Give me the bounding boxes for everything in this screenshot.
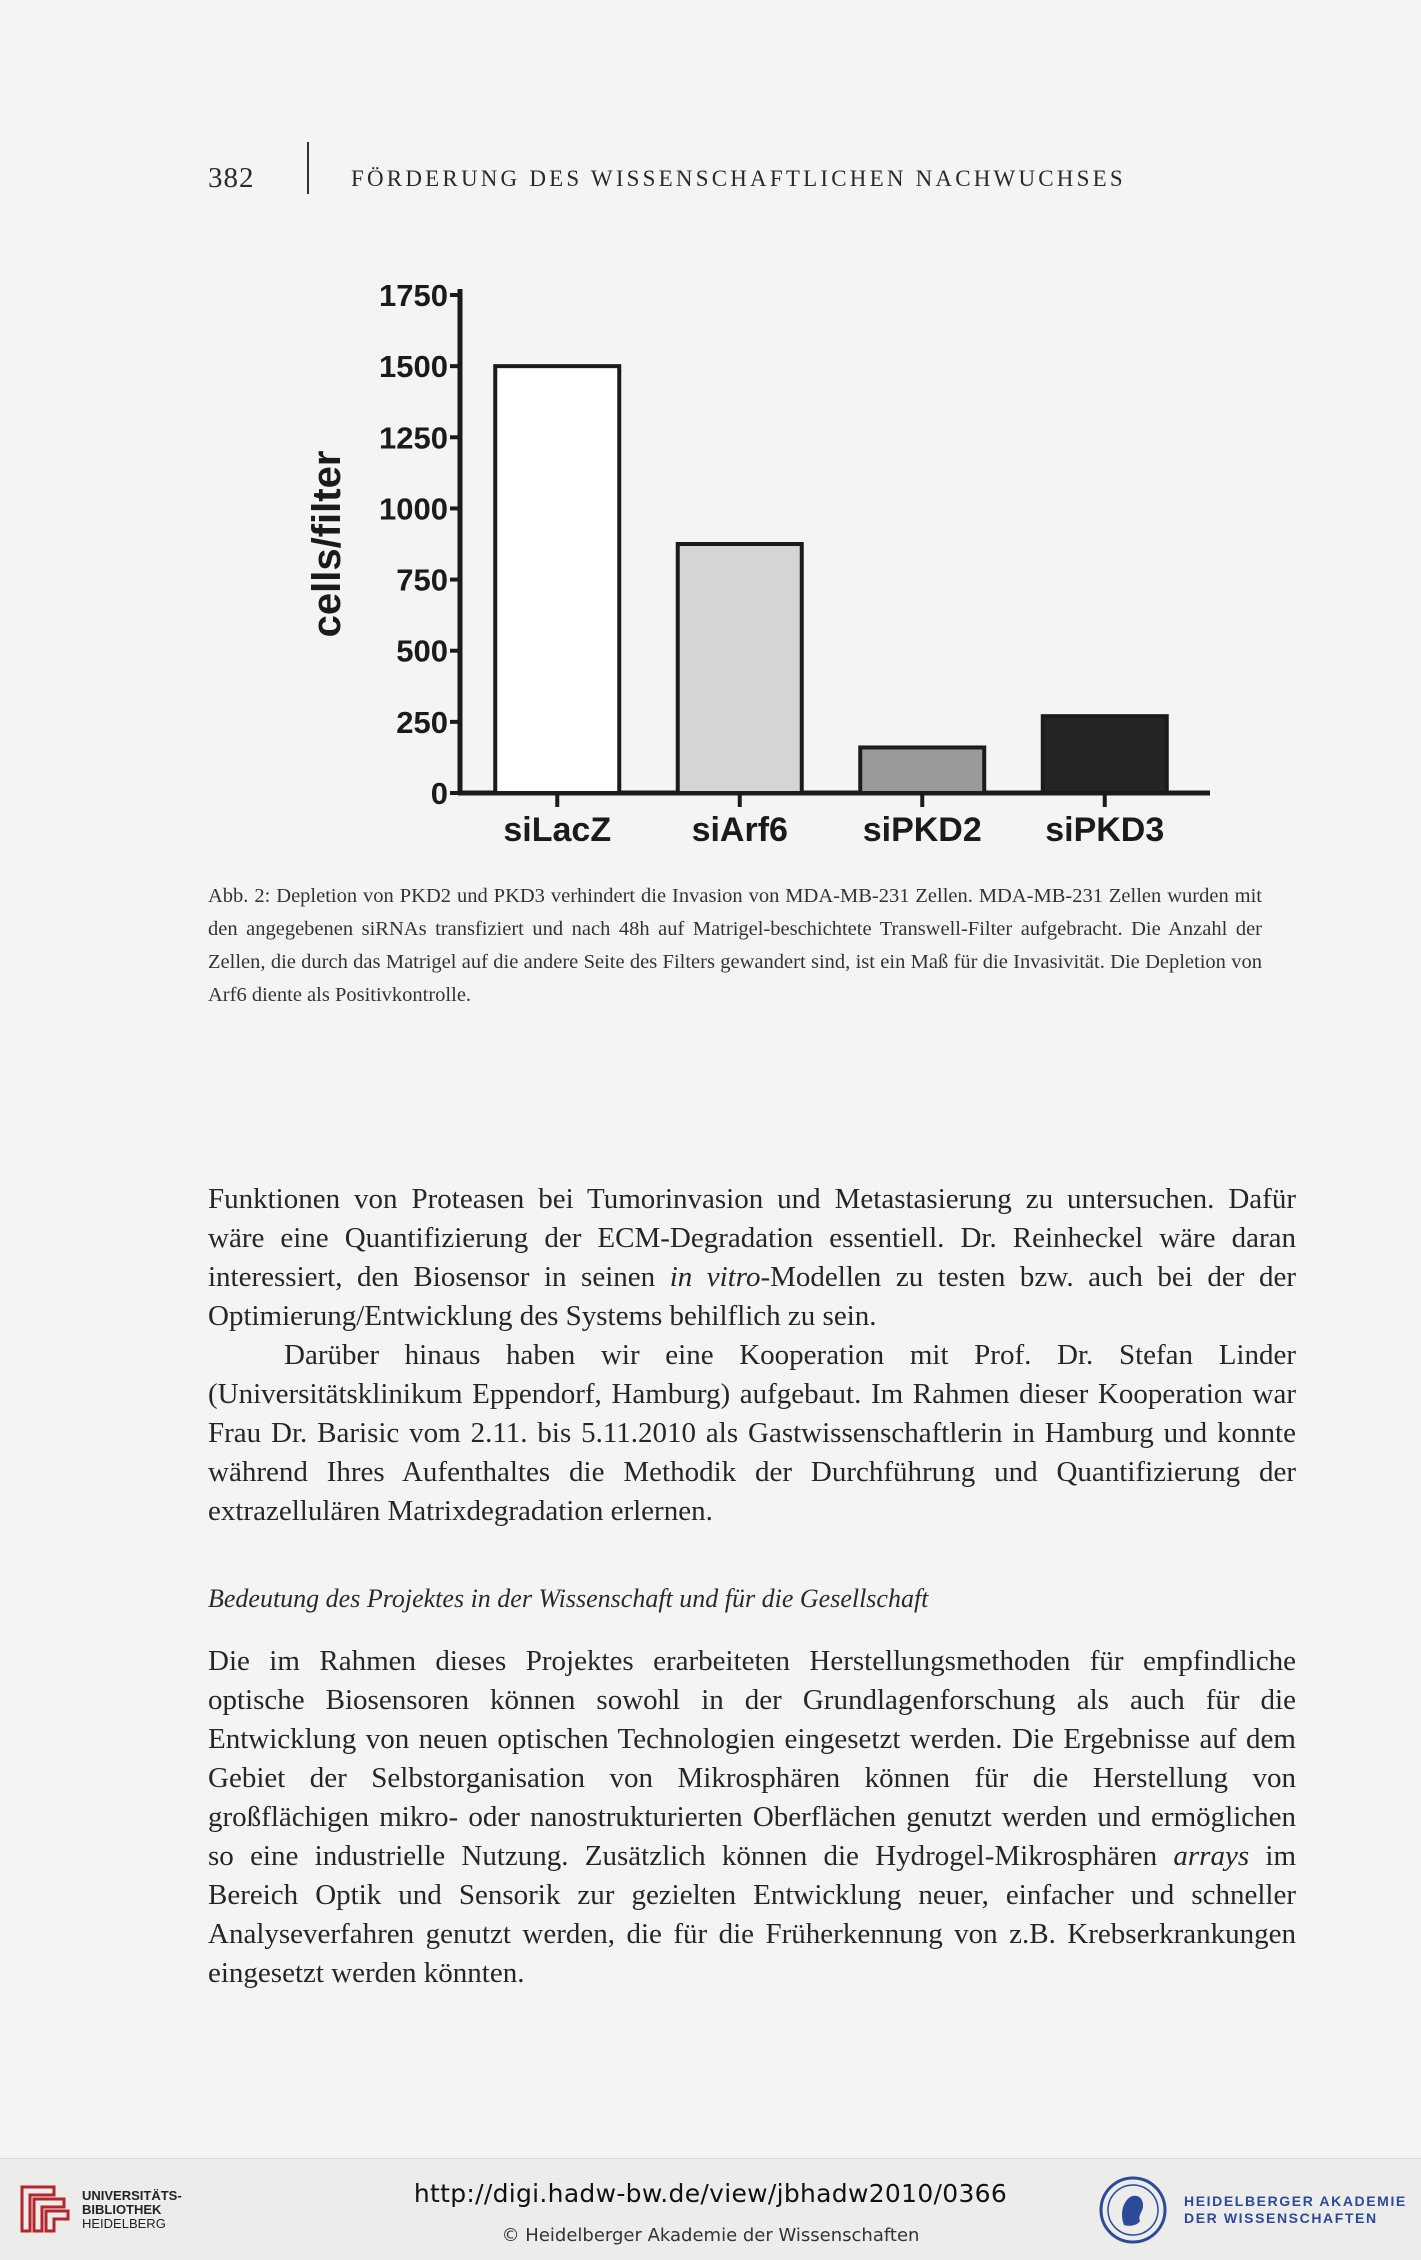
para3-text-start: Die im Rahmen dieses Projektes erarbeiteten Herstellungsmethoden für empfindliche optische Biosensoren können sowohl in der Grundlagenforschung als auch für die Entwicklung von neuen optischen Technologien eingesetzt werden. Die Ergebnisse auf dem Gebiet der Selbstorganisation von Mikrosphären können für die Herstellung von großflächigen mikro- oder nanostrukturierten Oberflächen genutzt werden und ermöglichen so eine industrielle Nutzung. Zusätzlich können die Hydrogel-Mikrosphären <box>208 1645 1296 1872</box>
x-tick-label: siLacZ <box>503 811 612 849</box>
library-name-line-3: HEIDELBERG <box>82 2216 166 2231</box>
y-tick-label: 1250 <box>379 420 448 456</box>
section-heading: Bedeutung des Projektes in der Wissenschaft und für die Gesellschaft <box>208 1584 929 1613</box>
y-axis-label: cells/filter <box>305 450 349 638</box>
para3-italic: arrays <box>1173 1840 1250 1872</box>
digitization-footer <box>0 2158 1421 2260</box>
running-head-title: FÖRDERUNG DES WISSENSCHAFTLICHEN NACHWUCHSES <box>351 166 1126 191</box>
y-tick-label: 750 <box>396 562 448 598</box>
header-divider <box>307 142 309 194</box>
bar <box>678 544 802 793</box>
y-tick-label: 250 <box>396 704 448 740</box>
para3-text-end: im Bereich Optik und Sensorik zur gezielten Entwicklung neuer, einfacher und schneller Analyseverfahren genutzt werden, die für die Früherkennung von z.B. Krebserkrankungen eingesetzt werden könnten. <box>208 1840 1297 1989</box>
body-paragraph-2: Darüber hinaus haben wir eine Kooperation mit Prof. Dr. Stefan Linder (Universitätsklinikum Eppendorf, Hamburg) aufgebaut. Im Rahmen dieser Kooperation war Frau Dr. Barisic vom 2.11. bis 5.11.2010 als Gastwissenschaftlerin in Hamburg und konnte während Ihres Aufenthaltes die Methodik der Durchführung und Quantifizierung der extrazellulären Matrixdegradation erlernen. <box>208 1339 1296 1527</box>
academy-name <box>1184 2193 1407 2227</box>
page-number: 382 <box>208 162 255 194</box>
y-tick-label: 1000 <box>379 491 448 527</box>
y-tick-label: 0 <box>430 776 448 811</box>
academy-seal-icon <box>1098 2175 1168 2245</box>
library-name-line-1: UNIVERSITÄTS- <box>82 2188 182 2203</box>
library-name-line-2: BIBLIOTHEK <box>82 2202 162 2217</box>
para1-text-start: Funktionen von Proteasen bei Tumorinvasion und Metastasierung zu untersuchen. Dafür wäre eine Quantifizierung der ECM-Degradation essentiell. Dr. Reinheckel wäre daran interessiert, den Biosensor in seinen <box>208 1183 1296 1293</box>
bar <box>495 366 619 793</box>
bar <box>1043 716 1167 793</box>
running-head <box>208 160 1208 200</box>
y-tick-label: 1750 <box>379 278 448 313</box>
para1-italic: in vitro <box>669 1261 761 1293</box>
body-paragraph-3 <box>208 1642 1296 1993</box>
figure-caption: Abb. 2: Depletion von PKD2 und PKD3 verhindert die Invasion von MDA-MB-231 Zellen. MDA-MB-231 Zellen wurden mit den angegebenen siRNAs transfiziert und nach 48h auf Matrigel-beschichtete Transwell-Filter aufgebracht. Die Anzahl der Zellen, die durch das Matrigel auf die andere Seite des Filters gewandert sind, ist ein Maß für die Invasivität. Die Depletion von Arf6 diente als Positivkontrolle. <box>208 885 1262 1006</box>
bar <box>860 747 984 793</box>
bar-chart-svg <box>290 270 1240 860</box>
bar-chart <box>290 270 1240 860</box>
document-url-link[interactable]: http://digi.hadw-bw.de/view/jbhadw2010/0366 <box>413 2179 1008 2208</box>
x-tick-label: siPKD3 <box>1045 811 1165 849</box>
para1-text-end: -Modellen zu testen bzw. auch bei der der Optimierung/Entwicklung des Systems behilflich zu sein. <box>208 1261 1296 1332</box>
academy-name-line-1: HEIDELBERGER AKADEMIE <box>1184 2193 1407 2209</box>
y-tick-label: 1500 <box>379 349 448 385</box>
x-tick-label: siArf6 <box>691 811 788 849</box>
x-tick-label: siPKD2 <box>862 811 982 849</box>
y-tick-label: 500 <box>396 633 448 669</box>
body-paragraph-1 <box>208 1180 1296 1336</box>
academy-name-line-2: DER WISSENSCHAFTEN <box>1184 2210 1378 2226</box>
copyright-notice: © Heidelberger Akademie der Wissenschaften <box>501 2225 920 2246</box>
